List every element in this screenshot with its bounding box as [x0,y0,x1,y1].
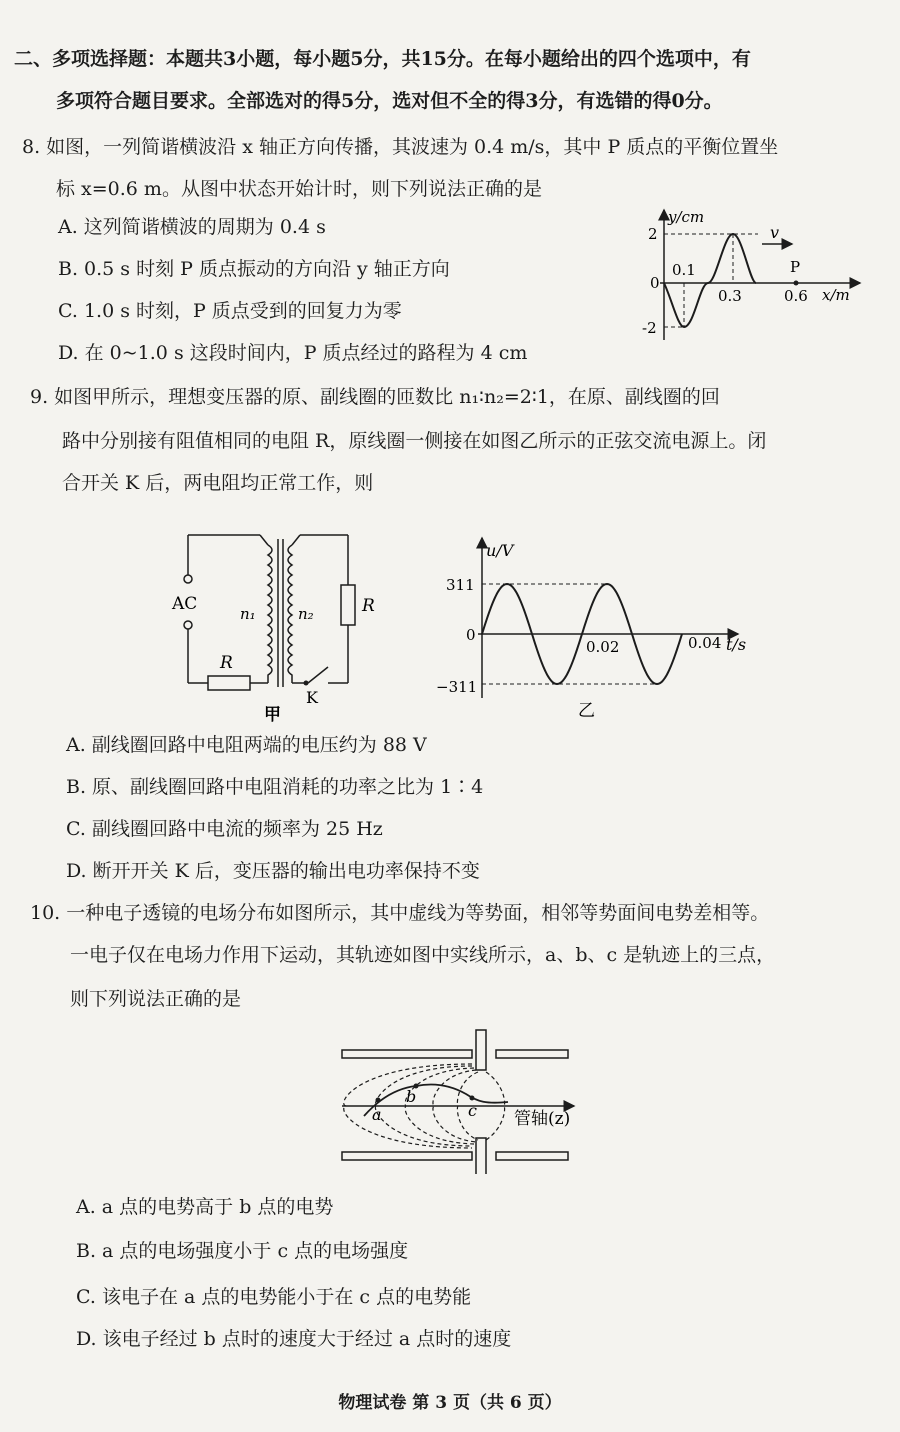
plate-bottom [476,1138,486,1174]
section-heading-line1: 二、多项选择题：本题共3小题，每小题5分，共15分。在每小题给出的四个选项中，有 [14,48,751,70]
q8-point-p [794,281,799,286]
q8-option-a: A. 这列简谐横波的周期为 0.4 s [58,216,326,238]
q10-lens-figure [336,1024,586,1174]
point-c-label: c [468,1101,477,1120]
point-a [376,1098,381,1103]
section-heading-line2: 多项符合题目要求。全部选对的得5分，选对但不全的得3分，有选错的得0分。 [56,90,723,112]
q8-velocity-label: v [770,223,780,242]
electrode-top-right [496,1050,568,1058]
q10-option-d: D. 该电子经过 b 点时的速度大于经过 a 点时的速度 [76,1328,512,1350]
q9-stem-line3: 合开关 K 后，两电阻均正常工作，则 [62,472,374,494]
q9-stem-line1: 9. 如图甲所示，理想变压器的原、副线圈的匝数比 n₁∶n₂=2∶1，在原、副线圈的回 [30,386,720,408]
switch-k-label: K [306,688,318,707]
q10-stem-line3: 则下列说法正确的是 [70,988,242,1010]
q8-stem-line1: 8. 如图，一列简谐横波沿 x 轴正方向传播，其波速为 0.4 m/s，其中 P 质点的平衡位置坐 [22,136,779,158]
secondary-resistor-label: R [362,596,375,616]
n1-label: n₁ [240,605,256,623]
q9-option-c: C. 副线圈回路中电流的频率为 25 Hz [66,818,383,840]
q8-xtick-0.1: 0.1 [672,261,696,279]
q8-y-label: y/cm [668,208,705,226]
q9-origin: 0 [466,626,476,644]
q10-option-a: A. a 点的电势高于 b 点的电势 [76,1196,334,1218]
circuit-caption: 甲 [264,705,281,725]
electrode-bottom-left [342,1152,472,1160]
tube-axis-label: 管轴(z) [514,1109,571,1129]
q8-xtick-0.3: 0.3 [718,287,742,305]
q10-option-b: B. a 点的电场强度小于 c 点的电场强度 [76,1240,409,1262]
primary-resistor-label: R [220,653,233,673]
q8-option-b: B. 0.5 s 时刻 P 质点振动的方向沿 y 轴正方向 [58,258,450,280]
electrode-top-left [342,1050,472,1058]
ac-terminal-bottom [184,621,192,629]
q9-ytick-311: 311 [446,576,475,594]
q10-stem-line1: 10. 一种电子透镜的电场分布如图所示，其中虚线为等势面，相邻等势面间电势差相等。 [30,902,770,924]
q8-x-label: x/m [822,286,850,304]
n2-label: n₂ [298,605,314,623]
q8-point-p-label: P [790,258,801,276]
q9-option-a: A. 副线圈回路中电阻两端的电压约为 88 V [66,734,427,756]
q10-option-c: C. 该电子在 a 点的电势能小于在 c 点的电势能 [76,1286,472,1308]
q8-xtick-0.6: 0.6 [784,287,808,305]
secondary-resistor [341,585,355,625]
q9-ytick-neg311: −311 [436,678,478,696]
q9-option-b: B. 原、副线圈回路中电阻消耗的功率之比为 1∶4 [66,776,484,798]
page-footer: 物理试卷 第 3 页（共 6 页） [338,1393,562,1413]
q8-ytick-neg2: -2 [642,319,657,337]
q9-xtick-0.02: 0.02 [586,638,620,656]
q8-origin: 0 [650,274,660,292]
point-b-label: b [406,1087,417,1106]
q9-caption: 乙 [578,701,595,720]
ac-terminal-top [184,575,192,583]
secondary-coil [288,545,292,683]
q9-u-label: u/V [486,541,514,560]
q9-option-d: D. 断开开关 K 后，变压器的输出电功率保持不变 [66,860,480,882]
switch-k [308,667,328,683]
q9-stem-line2: 路中分别接有阻值相同的电阻 R，原线圈一侧接在如图乙所示的正弦交流电源上。闭 [62,430,767,452]
q10-stem-line2: 一电子仅在电场力作用下运动，其轨迹如图中实线所示，a、b、c 是轨迹上的三点， [70,944,776,966]
point-c [470,1096,475,1101]
q9-xtick-0.04: 0.04 [688,634,722,652]
primary-resistor [208,676,250,690]
q8-stem-line2: 标 x=0.6 m。从图中状态开始计时，则下列说法正确的是 [56,178,542,200]
q8-wave-figure [620,200,880,350]
plate-top [476,1030,486,1070]
q8-wave-curve [664,234,756,327]
q8-option-c: C. 1.0 s 时刻，P 质点受到的回复力为零 [58,300,402,322]
q8-option-d: D. 在 0~1.0 s 这段时间内，P 质点经过的路程为 4 cm [58,342,528,364]
point-a-label: a [372,1105,382,1124]
ac-source-label: AC [172,594,198,614]
q9-circuit-figure [160,515,400,725]
q8-ytick-2: 2 [648,225,658,243]
primary-coil [268,545,272,683]
q9-voltage-graph [430,530,790,720]
q9-t-label: t/s [726,635,747,654]
electrode-bottom-right [496,1152,568,1160]
